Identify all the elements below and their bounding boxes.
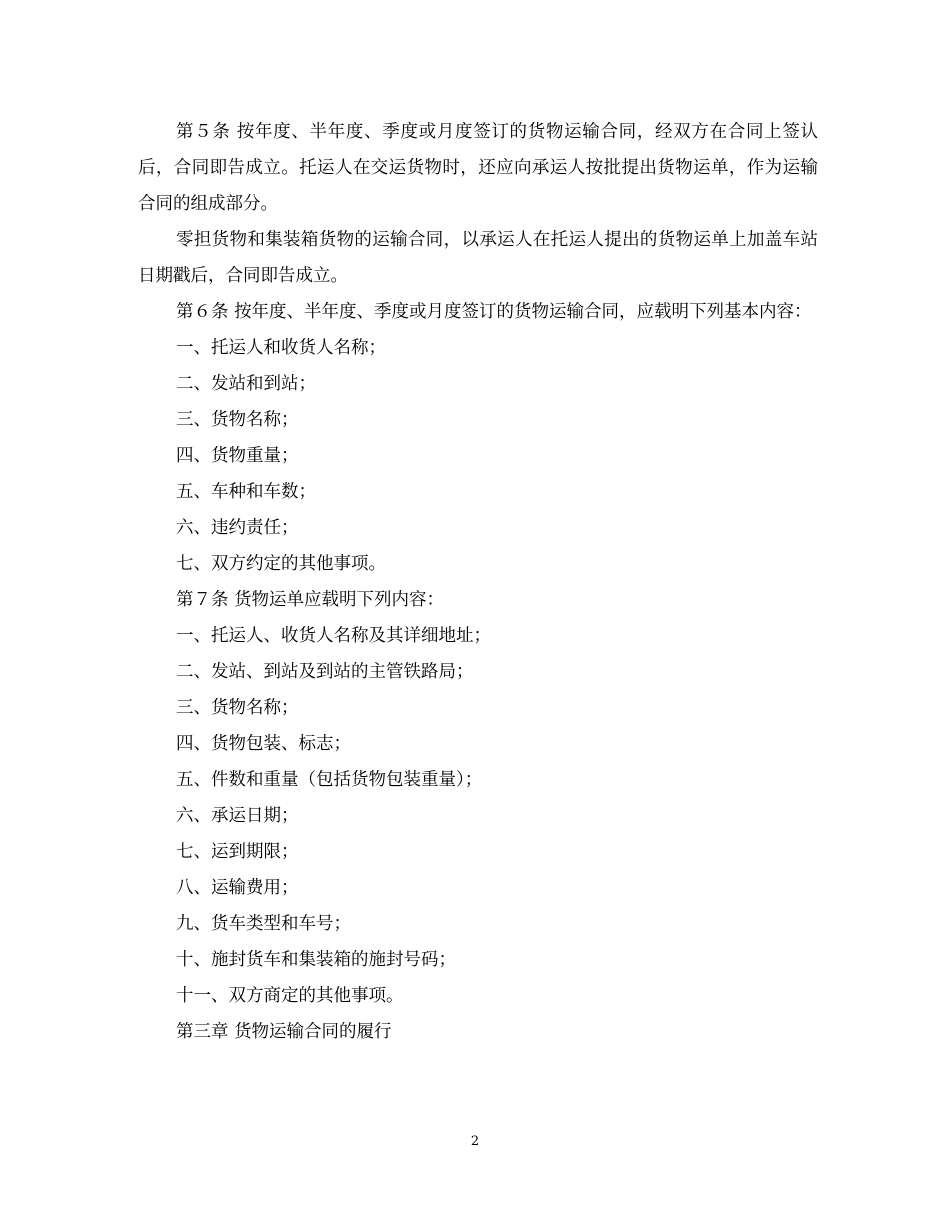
list-item: 七、双方约定的其他事项。 <box>176 554 386 574</box>
list-item: 七、运到期限； <box>176 842 299 862</box>
list-item: 五、车种和车数； <box>176 482 316 502</box>
list-item: 六、违约责任； <box>176 518 299 538</box>
list-item: 四、货物重量； <box>176 446 299 466</box>
list-item: 八、运输费用； <box>176 878 299 898</box>
list-item: 四、货物包装、标志； <box>176 734 351 754</box>
page-content <box>138 114 818 1050</box>
list-item: 一、托运人和收货人名称； <box>176 338 386 358</box>
list-item: 三、货物名称； <box>176 698 299 718</box>
list-item: 九、货车类型和车号； <box>176 914 351 934</box>
list-item: 一、托运人、收货人名称及其详细地址； <box>176 626 491 646</box>
paragraph-less-than-carload: 零担货物和集装箱货物的运输合同，以承运人在托运人提出的货物运单上加盖车站日期戳后，合同即告成立。 <box>138 230 818 286</box>
list-item: 二、发站和到站； <box>176 374 316 394</box>
paragraph-article-5: 第５条 按年度、半年度、季度或月度签订的货物运输合同，经双方在合同上签认后，合同即告成立。托运人在交运货物时，还应向承运人按批提出货物运单，作为运输合同的组成部分。 <box>138 122 818 214</box>
list-item: 五、件数和重量（包括货物包装重量）； <box>176 770 483 790</box>
list-item: 十、施封货车和集装箱的施封号码； <box>176 950 456 970</box>
list-item: 二、发站、到站及到站的主管铁路局； <box>176 662 474 682</box>
paragraph-article-7: 第７条 货物运单应载明下列内容： <box>176 590 445 610</box>
list-item: 六、承运日期； <box>176 806 299 826</box>
page-number: 2 <box>470 1134 480 1149</box>
chapter-heading: 第三章 货物运输合同的履行 <box>176 1022 392 1042</box>
list-item: 十一、双方商定的其他事项。 <box>176 986 404 1006</box>
paragraph-article-6: 第６条 按年度、半年度、季度或月度签订的货物运输合同，应载明下列基本内容： <box>176 302 812 322</box>
list-item: 三、货物名称； <box>176 410 299 430</box>
